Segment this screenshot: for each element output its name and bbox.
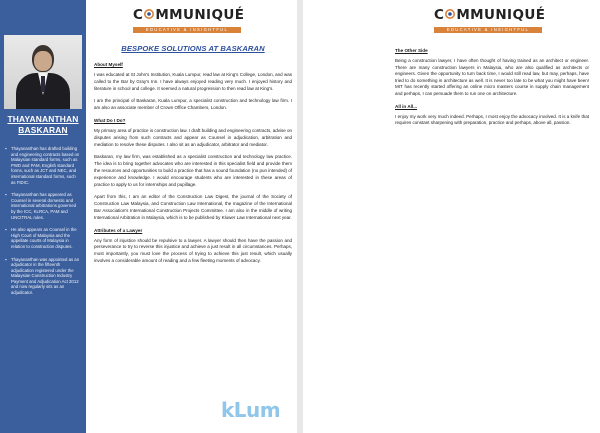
section-heading: What Do I Do? [94,117,126,123]
profile-photo [4,35,82,109]
person-name [0,114,86,136]
person-name-line2: BASKARAN [18,125,68,135]
bio-item: ▪ He also appears as Counsel in the High Court of Malaysia and the appellate courts of Malaysia in relation to construction disputes. [5,227,81,249]
paragraph: I was educated at St John's Institution, Kuala Lumpur, read law at King's College, London, and was called to the Bar by Gray's Inn. I have always enjoyed reading very much. I enjoyed history and literature in school and college. It seemed a natural progression to then read law at King's. [94,72,292,91]
logo-tagline: EDUCATIVE & INSIGHTFUL [133,27,241,33]
paragraph: I enjoy my work very much indeed. Perhaps, I most enjoy the advocacy involved. It is a knife that requires constant sharpening with preparation, practice and perhaps, above all, passion. [395,113,589,126]
logo-wordmark: C MMUNIQUÉ [133,7,245,23]
logo-tagline: EDUCATIVE & INSIGHTFUL [434,27,542,33]
section-attributes-of-a-lawyer [94,228,292,265]
paragraph: Any form of injustice should be repulsive to a lawyer. A lawyer should then have the passion and perseverance to try to reverse this injustice and achieve a just result in all circumstances. Perhaps, most importantly, you must love the process of trying to achieve this just result, which usually involves a considerable amount of reading and a few fleeting moments of advocacy. [94,237,292,263]
bio-item: ▪ Thayananthan has appeared as Counsel in several domestic and international arbitrations governed by the ICC, KLRCA, PAM and UNCITRAL rules. [5,192,81,220]
section-heading: The Other Side [395,48,428,53]
profile-sidebar [0,0,86,433]
left-page [0,0,297,433]
right-page [303,0,600,433]
article-main-column [94,44,292,271]
logo-o-icon [445,9,455,19]
paragraph: My primary area of practice is construction law. I draft building and engineering contracts, advise on disputes arising from such contracts and appear as Counsel in adjudication, arbitration and mediation to resolve these disputes. I also sit as an adjudicator, arbitrator and mediator. [94,127,292,147]
communique-logo [434,6,546,42]
section-about-myself [94,62,292,112]
article-right-column [395,46,589,133]
article-title: BESPOKE SOLUTIONS AT BASKARAN [121,44,265,53]
paragraph: Apart from this, I am an editor of the Construction Law Digest, the journal of the Society of Construction Law Malaysia, and Construction Law International, the magazine of the International Bar Association's International Construction Projects Committee. I am also in the middle of writing International Arbitration in Malaysia, which is to be published by Kluwer Law International next year. [94,194,292,220]
bio-item: ▪ Thayananthan was appointed as an adjudicator in the fifteenth adjudication registered under the Malaysian Construction Industry Payment and Adjudication Act 2012 and now regularly sits as an adjudicator. [5,257,81,296]
logo-wordmark: C MMUNIQUÉ [434,7,546,23]
section-heading: About Myself [94,62,123,67]
communique-logo [133,6,245,42]
paragraph: I am the principal of Baskaran, Kuala Lumpur, a specialist construction and technology law firm. I am also an associate member of Crown Office Chambers, London. [94,98,292,111]
bio-item: ▪ Thayananthan has drafted building and engineering contracts based on Malaysian standard forms, such as PWD and PAM, English standard forms, such as JCT and NEC, and international standard forms, such as FIDIC. [5,146,81,185]
section-all-in-all [395,104,589,127]
section-heading: All in All... [395,103,418,109]
paragraph: Being a construction lawyer, I have often thought of having trained as an architect or engineer. There are many construction lawyers in Malaysia, who are also qualified as architects or engineers. Given the opportunity to turn back time, I would still read law, but may, perhaps, have tried to do something in architecture as well. It is never too late to be what you might have been! MIT has recently started offering an online micro masters course in supply chain management and perhaps, I can persuade them to run one on architecture. [395,58,589,96]
section-the-other-side [395,48,589,98]
section-heading: Attributes of a Lawyer [94,227,143,233]
paragraph: Baskaran, my law firm, was established as a specialist construction and technology law practice. The idea is to bring together advocates who are interested in this specialist field and provide them the resources and opportunities to build a practice that has a sound foundation (no pun intended) of experience and knowledge. I would encourage students who are interested in these areas of practice to apply to us for internships and pupillage. [94,154,292,187]
section-what-do-i-do [94,118,292,222]
logo-o-icon [144,9,154,19]
bio-list [5,146,81,303]
person-name-line1: THAYANANTHAN [7,114,79,124]
klum-footer-logo: kLum [221,398,281,422]
